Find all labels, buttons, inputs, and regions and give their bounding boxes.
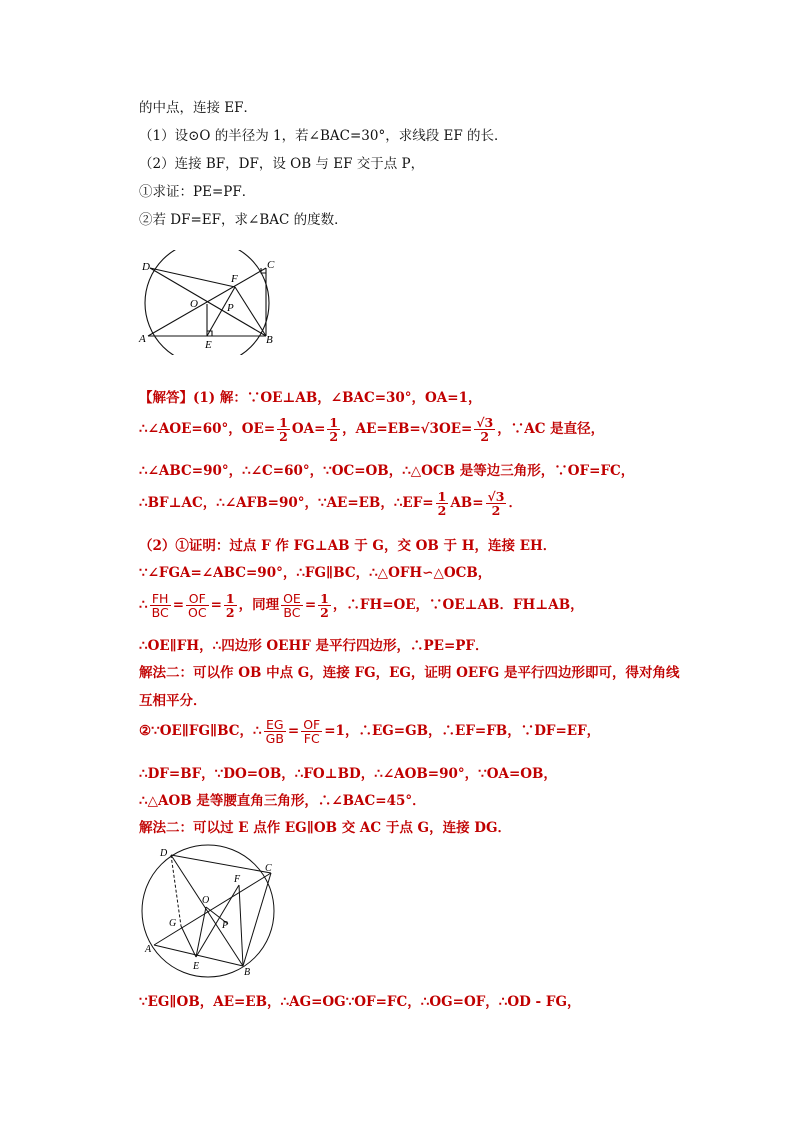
fig1-label-e: E (205, 339, 212, 351)
answer-line-3: ∴∠ABC=90°，∴∠C=60°，∵OC=OB，∴△OCB 是等边三角形，∵OF=FC， (139, 463, 635, 479)
problem-line-4: ①求证：PE=PF． (139, 184, 256, 200)
fig1-label-b: B (266, 334, 273, 346)
geometry-figure-2 (138, 842, 283, 980)
answer-line-5: （2）①证明：过点 F 作 FG⊥AB 于 G，交 OB 于 H，连接 EH． (139, 538, 557, 554)
fig2-label-c: C (265, 863, 272, 874)
answer-line-10: 互相平分． (139, 693, 207, 709)
answer-line-8: ∴OE∥FH，∴四边形 OEHF 是平行四边形，∴PE=PF． (139, 638, 489, 654)
fig1-label-c: C (267, 259, 275, 271)
answer-line-15: ∵EG∥OB，AE=EB，∴AG=OG∵OF=FC，∴OG=OF，∴OD - FG， (139, 994, 581, 1010)
problem-line-3: （2）连接 BF，DF，设 OB 与 EF 交于点 P， (139, 156, 425, 172)
answer-line-6: ∵∠FGA=∠ABC=90°，∴FG∥BC，∴△OFH∽△OCB， (139, 565, 492, 581)
answer-line-11: ②∵OE∥FG∥BC，∴ $\frac{EG}{GB}$ = $\frac{OF}{FC}$ =1，∴EG=GB，∴EF=FB，∵DF=EF， (139, 717, 601, 747)
fig2-label-e: E (193, 961, 200, 972)
fig2-label-p: P (222, 920, 229, 931)
problem-line-2: （1）设⊙O 的半径为 1，若∠BAC=30°，求线段 EF 的长． (139, 128, 508, 144)
fig1-label-a: A (139, 333, 146, 345)
fig1-label-d: D (142, 261, 150, 273)
fig2-label-f: F (234, 874, 241, 885)
geometry-figure-1 (135, 250, 285, 355)
fig2-label-a: A (145, 944, 152, 955)
answer-line-2: ∴∠AOE=60°，OE= $\frac{1}{2}$ OA= $\frac{1}{2}$ ，AE=EB=√3OE= $\frac{√3}{2}$ ，∵AC 是直径， (139, 415, 605, 445)
fig1-label-f: F (231, 273, 238, 285)
answer-line-1: 【解答】(1) 解：∵OE⊥AB，∠BAC=30°，OA=1， (139, 390, 482, 406)
fig1-label-o: O (190, 298, 198, 310)
problem-line-1: 的中点，连接 EF． (139, 100, 258, 116)
answer-line-14: 解法二：可以过 E 点作 EG∥OB 交 AC 于点 G，连接 DG． (139, 820, 512, 836)
answer-line-4: ∴BF⊥AC，∴∠AFB=90°，∵AE=EB，∴EF= $\frac{1}{2}$ AB= $\frac{√3}{2}$ ． (139, 489, 522, 519)
fig2-label-d: D (160, 848, 168, 859)
fig2-label-g: G (169, 918, 177, 929)
answer-line-9: 解法二：可以作 OB 中点 G，连接 FG，EG，证明 OEFG 是平行四边形即可，得对角线 (139, 665, 680, 681)
fig1-label-p: P (227, 302, 234, 314)
fig2-label-o: O (202, 895, 210, 906)
problem-line-5: ②若 DF=EF，求∠BAC 的度数． (139, 212, 348, 228)
answer-line-7: ∴ $\frac{FH}{BC}$ = $\frac{OF}{OC}$ = $\frac{1}{2}$ ，同理 $\frac{OE}{BC}$ = $\frac{1}{2}$ ，∴FH=OE，∵OE⊥AB．FH⊥AB， (139, 591, 584, 621)
answer-line-12: ∴DF=BF，∵DO=OB，∴FO⊥BD，∴∠AOB=90°，∵OA=OB， (139, 766, 557, 782)
fig2-label-b: B (244, 967, 251, 978)
answer-line-13: ∴△AOB 是等腰直角三角形，∴∠BAC=45°． (139, 793, 426, 809)
